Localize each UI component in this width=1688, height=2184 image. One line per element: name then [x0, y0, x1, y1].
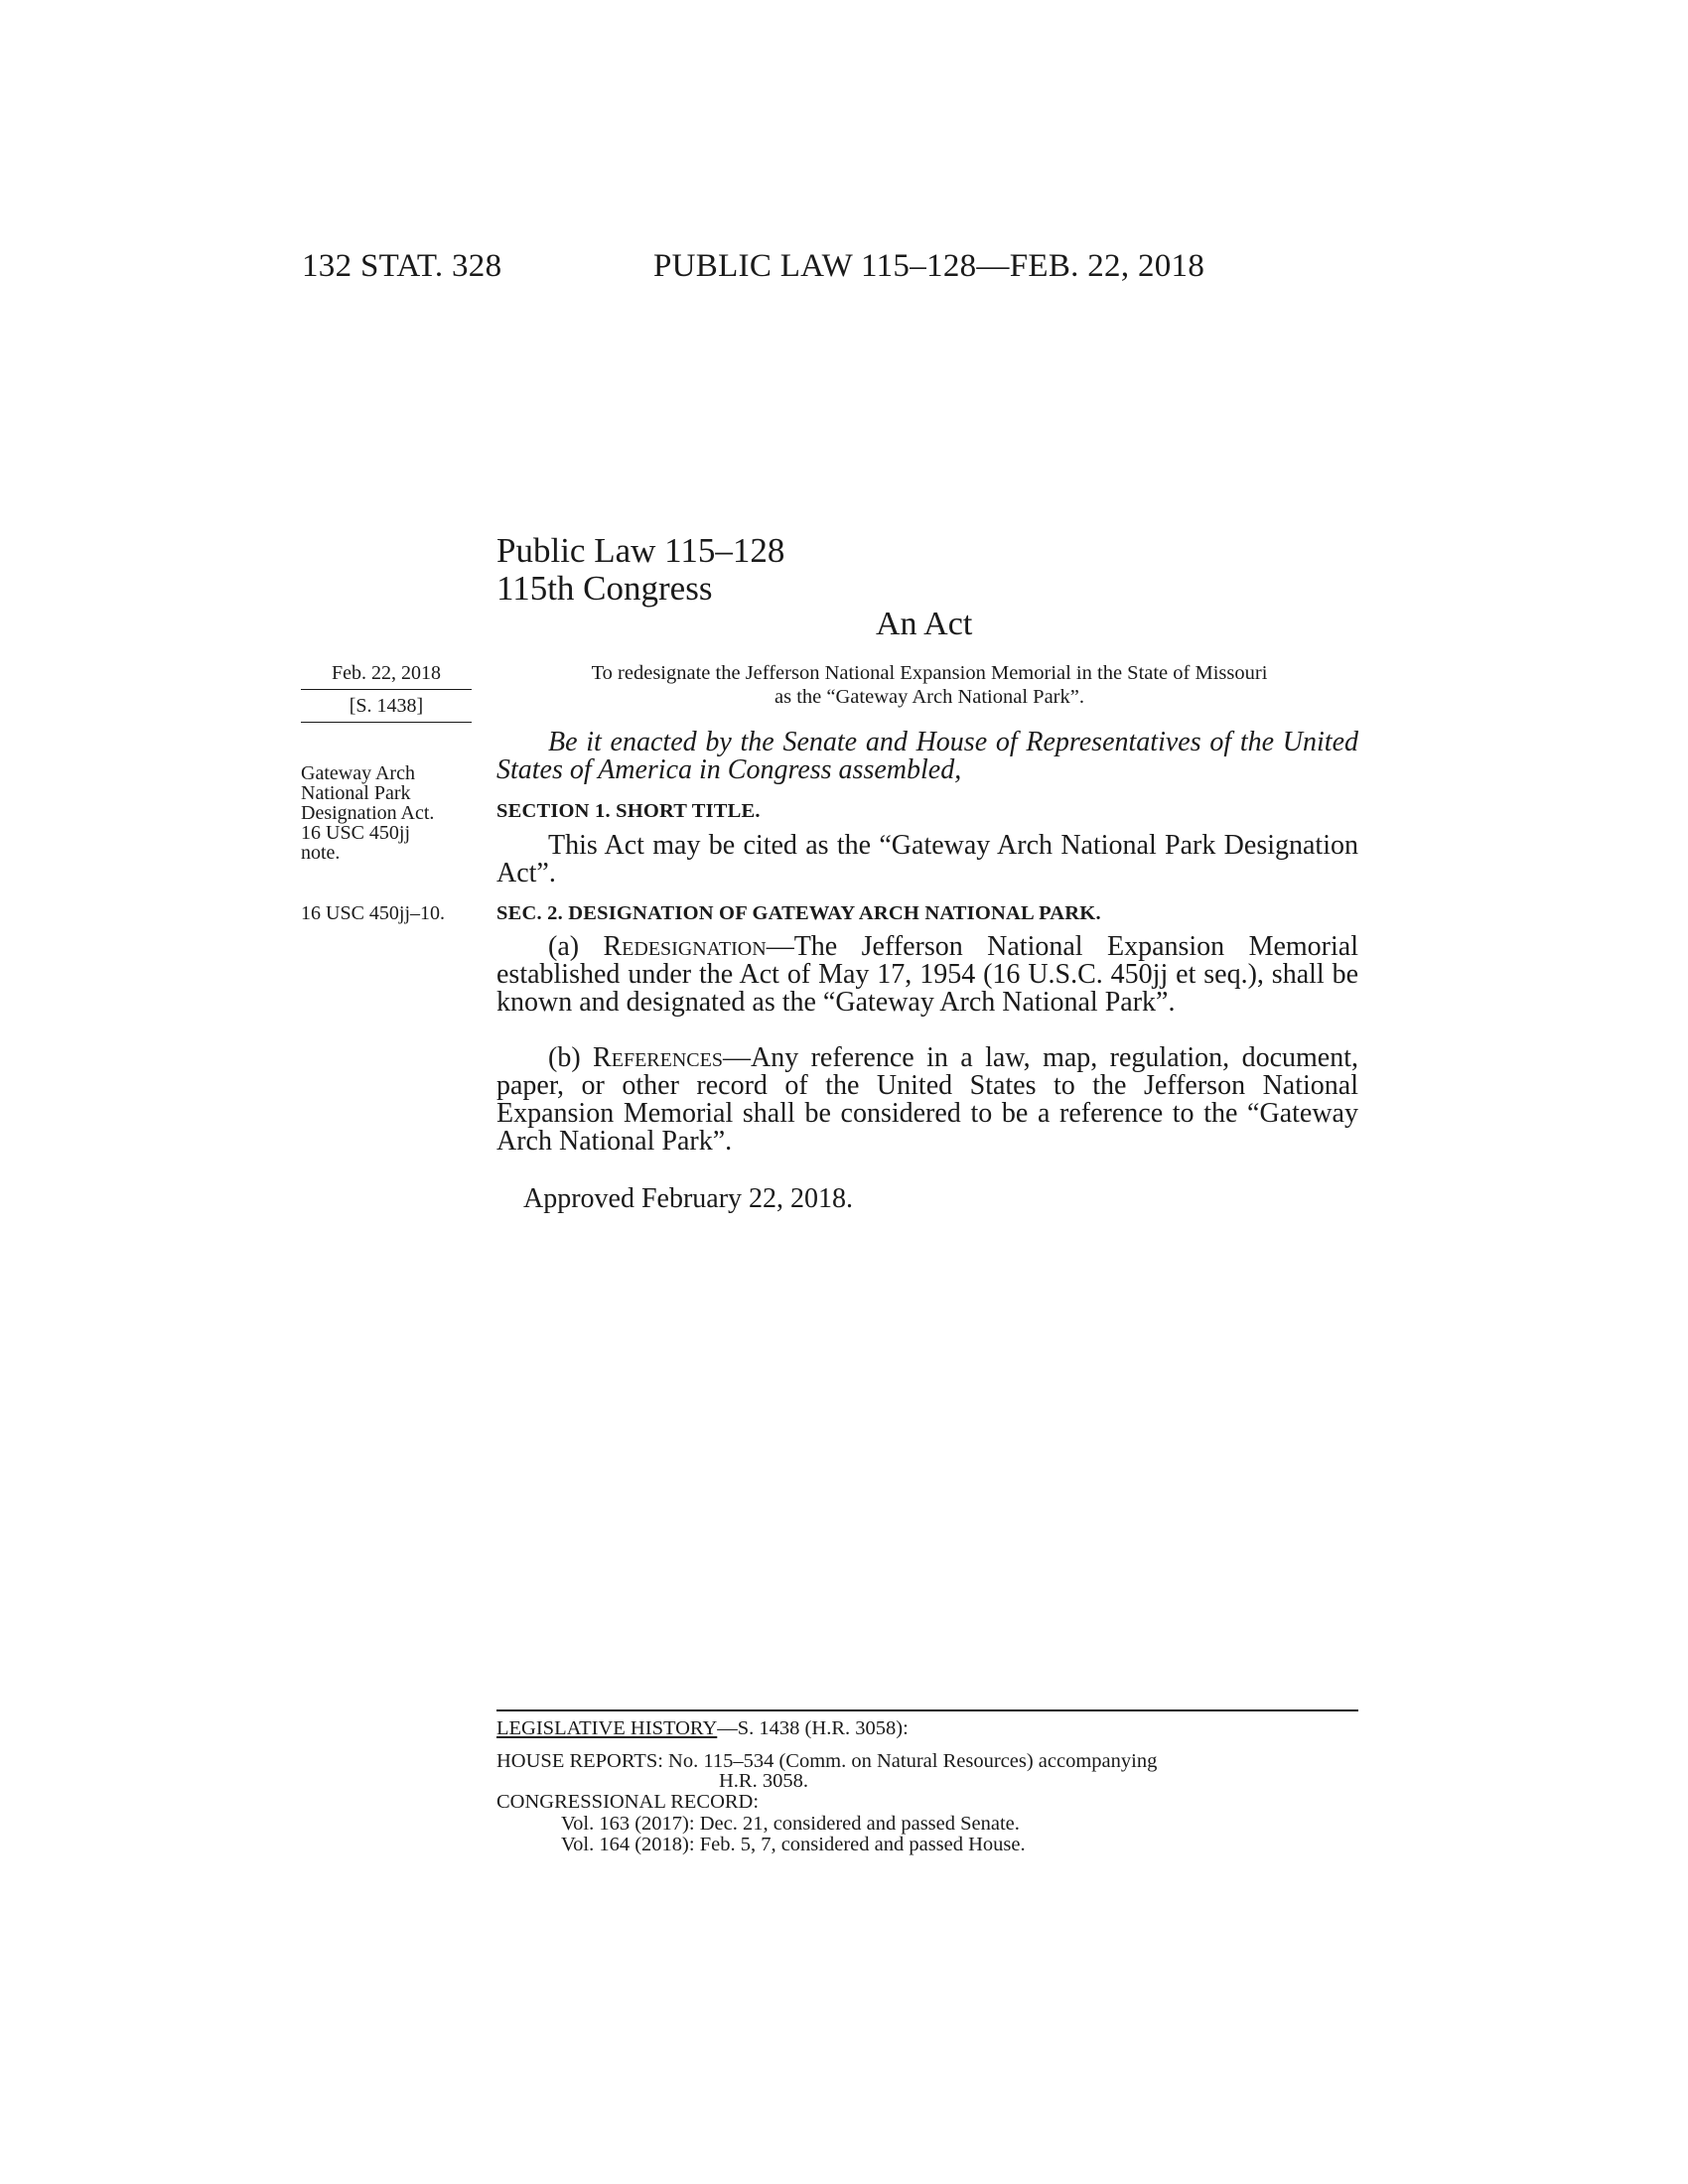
congress-number: 115th Congress: [496, 569, 713, 608]
margin-note-line: note.: [301, 842, 341, 864]
section-1-heading: SECTION 1. SHORT TITLE.: [496, 800, 761, 822]
section-2-heading: SEC. 2. DESIGNATION OF GATEWAY ARCH NATIONAL PARK.: [496, 902, 1101, 924]
subsection-b-label: References: [593, 1042, 723, 1073]
legislative-history-label: LEGISLATIVE HISTORY: [496, 1717, 718, 1739]
margin-note-short-title: [301, 763, 434, 863]
margin-note-line: Gateway Arch: [301, 762, 415, 784]
subsection-a-text: —The Jefferson National Expansion Memorial established under the Act of May 17, 1954 (16 U.S.C. 450jj et seq.), shall be known and designated as the “Gateway Arch National Park”.: [496, 931, 1358, 1018]
enacting-clause: Be it enacted by the Senate and House of Representatives of the United States of America in Congress assembled,: [496, 727, 1358, 785]
house-reports: HOUSE REPORTS: No. 115–534 (Comm. on Natural Resources) accompanying: [496, 1750, 1158, 1772]
page-stat-citation: 132 STAT. 328: [302, 248, 502, 284]
congressional-record-vol-164: Vol. 164 (2018): Feb. 5, 7, considered and passed House.: [561, 1834, 1026, 1855]
legislative-history-bill: —S. 1438 (H.R. 3058):: [717, 1717, 909, 1739]
act-heading: An Act: [876, 606, 973, 642]
margin-note-sec2: 16 USC 450jj–10.: [301, 902, 446, 924]
subsection-a: [496, 933, 1358, 1017]
margin-note-line: Designation Act.: [301, 802, 435, 824]
enactment-date-box: [301, 659, 472, 723]
act-purpose: [502, 661, 1356, 709]
subsection-b-text: —Any reference in a law, map, regulation, document, paper, or other record of the United States to the Jefferson National Expansion Memorial shall be considered to be a reference to the “Gateway Arch National Park”.: [496, 1042, 1358, 1157]
congressional-record-vol-163: Vol. 163 (2017): Dec. 21, considered and passed Senate.: [561, 1813, 1020, 1835]
purpose-line-2: as the “Gateway Arch National Park”.: [774, 686, 1084, 708]
purpose-line-1: To redesignate the Jefferson National Expansion Memorial in the State of Missouri: [591, 662, 1268, 684]
house-reports-continued: H.R. 3058.: [719, 1770, 808, 1792]
legislative-history-heading: [496, 1718, 909, 1739]
running-head-law: PUBLIC LAW 115–128—FEB. 22, 2018: [653, 248, 1205, 284]
subsection-b-prefix: (b): [548, 1042, 594, 1073]
bill-number: [S. 1438]: [301, 690, 472, 723]
margin-note-line: 16 USC 450jj: [301, 822, 411, 844]
enactment-date: Feb. 22, 2018: [301, 659, 472, 690]
footnote-rule: [496, 1709, 1358, 1711]
congressional-record-heading: CONGRESSIONAL RECORD:: [496, 1791, 760, 1813]
subsection-a-label: Redesignation: [603, 931, 767, 962]
public-law-number: Public Law 115–128: [496, 531, 785, 570]
subsection-a-prefix: (a): [548, 931, 604, 962]
section-1-text: This Act may be cited as the “Gateway Arch National Park Designation Act”.: [496, 830, 1358, 888]
subsection-b: [496, 1044, 1358, 1156]
margin-note-line: National Park: [301, 782, 411, 804]
approval-date: Approved February 22, 2018.: [523, 1183, 854, 1214]
